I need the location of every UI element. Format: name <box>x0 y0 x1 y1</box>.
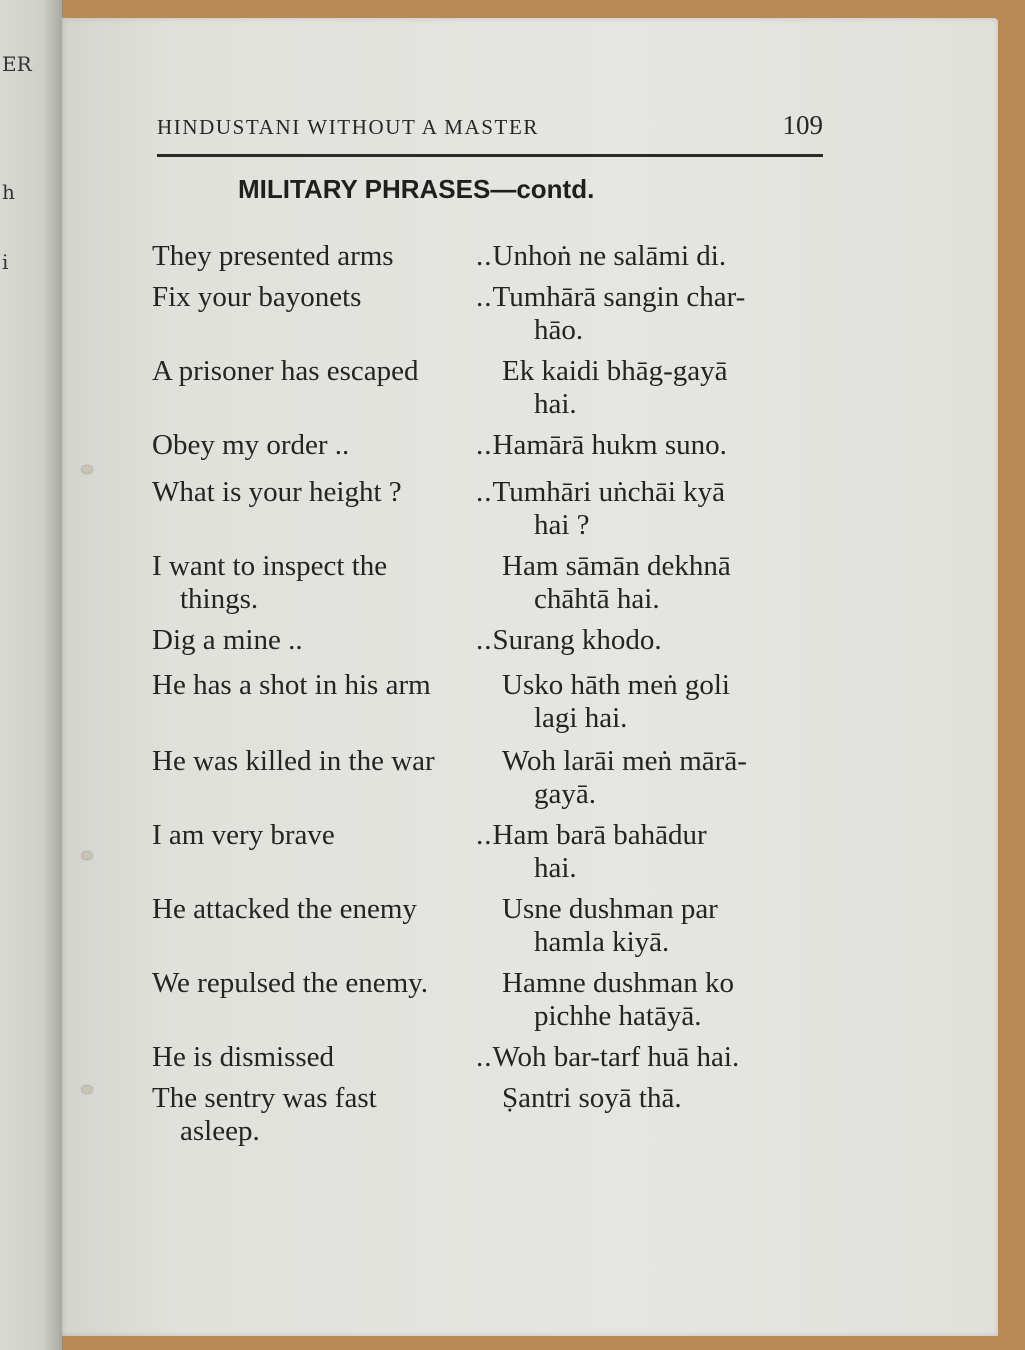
phrase-row <box>152 1041 842 1074</box>
hindustani-line: Hamne dushman ko <box>502 967 734 999</box>
english-line: He was killed in the war <box>152 745 435 777</box>
hindustani-phrase <box>476 624 842 657</box>
hindustani-line: Tumhāri uṅchāi kyā <box>492 476 726 508</box>
hindustani-line: hāo. <box>534 314 584 346</box>
facing-page-edge <box>0 0 63 1350</box>
english-phrase <box>152 429 502 462</box>
section-title: MILITARY PHRASES—contd. <box>238 174 595 204</box>
hindustani-line: Ek kaidi bhāg-gayā <box>502 355 728 387</box>
phrase-row <box>152 429 842 462</box>
facing-page-fragment: ER <box>2 52 32 76</box>
phrase-row <box>152 281 842 347</box>
english-phrase <box>152 967 502 1033</box>
header-rule <box>157 154 823 157</box>
dot-leader: .. <box>476 819 493 851</box>
hindustani-line: gayā. <box>534 778 596 810</box>
hindustani-phrase <box>476 429 842 462</box>
english-line: A prisoner has escaped <box>152 355 419 387</box>
phrase-row <box>152 240 842 273</box>
hindustani-line: hai. <box>534 388 577 420</box>
binding-stitch <box>82 852 92 859</box>
phrase-row <box>152 476 842 542</box>
hindustani-line: Usko hāth meṅ goli <box>502 669 730 701</box>
facing-page-fragment: h <box>2 180 15 204</box>
hindustani-phrase <box>502 893 842 959</box>
hindustani-phrase <box>476 476 842 542</box>
english-line: Obey my order .. <box>152 429 350 461</box>
hindustani-line: Ham sāmān dekhnā <box>502 550 731 582</box>
english-phrase <box>152 745 502 811</box>
english-phrase <box>152 669 502 735</box>
hindustani-phrase <box>476 1041 842 1074</box>
english-phrase <box>152 240 502 273</box>
hindustani-phrase <box>502 1082 842 1148</box>
hindustani-line: pichhe hatāyā. <box>534 1000 702 1032</box>
phrase-row <box>152 967 842 1033</box>
english-phrase <box>152 819 502 885</box>
english-line: The sentry was fast <box>152 1082 377 1114</box>
english-line: He is dismissed <box>152 1041 335 1073</box>
hindustani-line: Unhoṅ ne salāmi di. <box>492 240 727 272</box>
hindustani-line: Woh bar-tarf huā hai. <box>492 1041 740 1073</box>
english-phrase <box>152 624 502 657</box>
phrase-row <box>152 819 842 885</box>
phrase-row <box>152 745 842 811</box>
hindustani-line: chāhtā hai. <box>534 583 660 615</box>
english-line: What is your height ? <box>152 476 402 508</box>
running-header <box>157 110 823 141</box>
phrase-list <box>152 240 842 1156</box>
hindustani-phrase <box>476 819 842 885</box>
english-phrase <box>152 1082 502 1148</box>
phrase-row <box>152 550 842 616</box>
hindustani-line: lagi hai. <box>534 702 628 734</box>
running-title: HINDUSTANI WITHOUT A MASTER <box>157 115 539 139</box>
english-line: Dig a mine .. <box>152 624 303 656</box>
phrase-row <box>152 669 842 735</box>
hindustani-phrase <box>476 240 842 273</box>
hindustani-line: Woh larāi meṅ mārā- <box>502 745 747 777</box>
hindustani-phrase <box>502 550 842 616</box>
dot-leader: .. <box>476 281 493 313</box>
english-phrase <box>152 476 502 542</box>
hindustani-line: Usne dushman par <box>502 893 718 925</box>
hindustani-line: Surang khodo. <box>492 624 662 656</box>
english-line: We repulsed the enemy. <box>152 967 429 999</box>
english-line: They presented arms <box>152 240 394 272</box>
english-phrase <box>152 893 502 959</box>
hindustani-line: Ṣantri soyā thā. <box>502 1082 682 1114</box>
hindustani-phrase <box>476 281 842 347</box>
english-line: things. <box>180 583 259 615</box>
english-line: He has a shot in his arm <box>152 669 431 701</box>
page-number: 109 <box>782 110 823 140</box>
hindustani-line: hai. <box>534 852 577 884</box>
english-line: Fix your bayonets <box>152 281 362 313</box>
dot-leader: .. <box>476 240 493 272</box>
dot-leader: .. <box>476 429 493 461</box>
facing-page-fragment: i <box>2 250 9 274</box>
hindustani-phrase <box>502 967 842 1033</box>
english-phrase <box>152 355 502 421</box>
hindustani-phrase <box>502 745 842 811</box>
binding-stitch <box>82 466 92 473</box>
hindustani-phrase <box>502 355 842 421</box>
dot-leader: .. <box>476 1041 493 1073</box>
english-phrase <box>152 1041 502 1074</box>
hindustani-line: hamla kiyā. <box>534 926 670 958</box>
english-phrase <box>152 550 502 616</box>
english-line: asleep. <box>180 1115 260 1147</box>
phrase-row <box>152 1082 842 1148</box>
english-line: He attacked the enemy <box>152 893 417 925</box>
hindustani-line: Hamārā hukm suno. <box>492 429 727 461</box>
book-page <box>62 18 998 1336</box>
hindustani-line: Tumhārā sangin char- <box>492 281 746 313</box>
phrase-row <box>152 355 842 421</box>
dot-leader: .. <box>476 624 493 656</box>
phrase-row <box>152 893 842 959</box>
dot-leader: .. <box>476 476 493 508</box>
phrase-row <box>152 624 842 657</box>
english-line: I want to inspect the <box>152 550 388 582</box>
english-phrase <box>152 281 502 347</box>
binding-stitch <box>82 1086 92 1093</box>
english-line: I am very brave <box>152 819 335 851</box>
hindustani-phrase <box>502 669 842 735</box>
hindustani-line: Ham barā bahādur <box>492 819 707 851</box>
hindustani-line: hai ? <box>534 509 590 541</box>
